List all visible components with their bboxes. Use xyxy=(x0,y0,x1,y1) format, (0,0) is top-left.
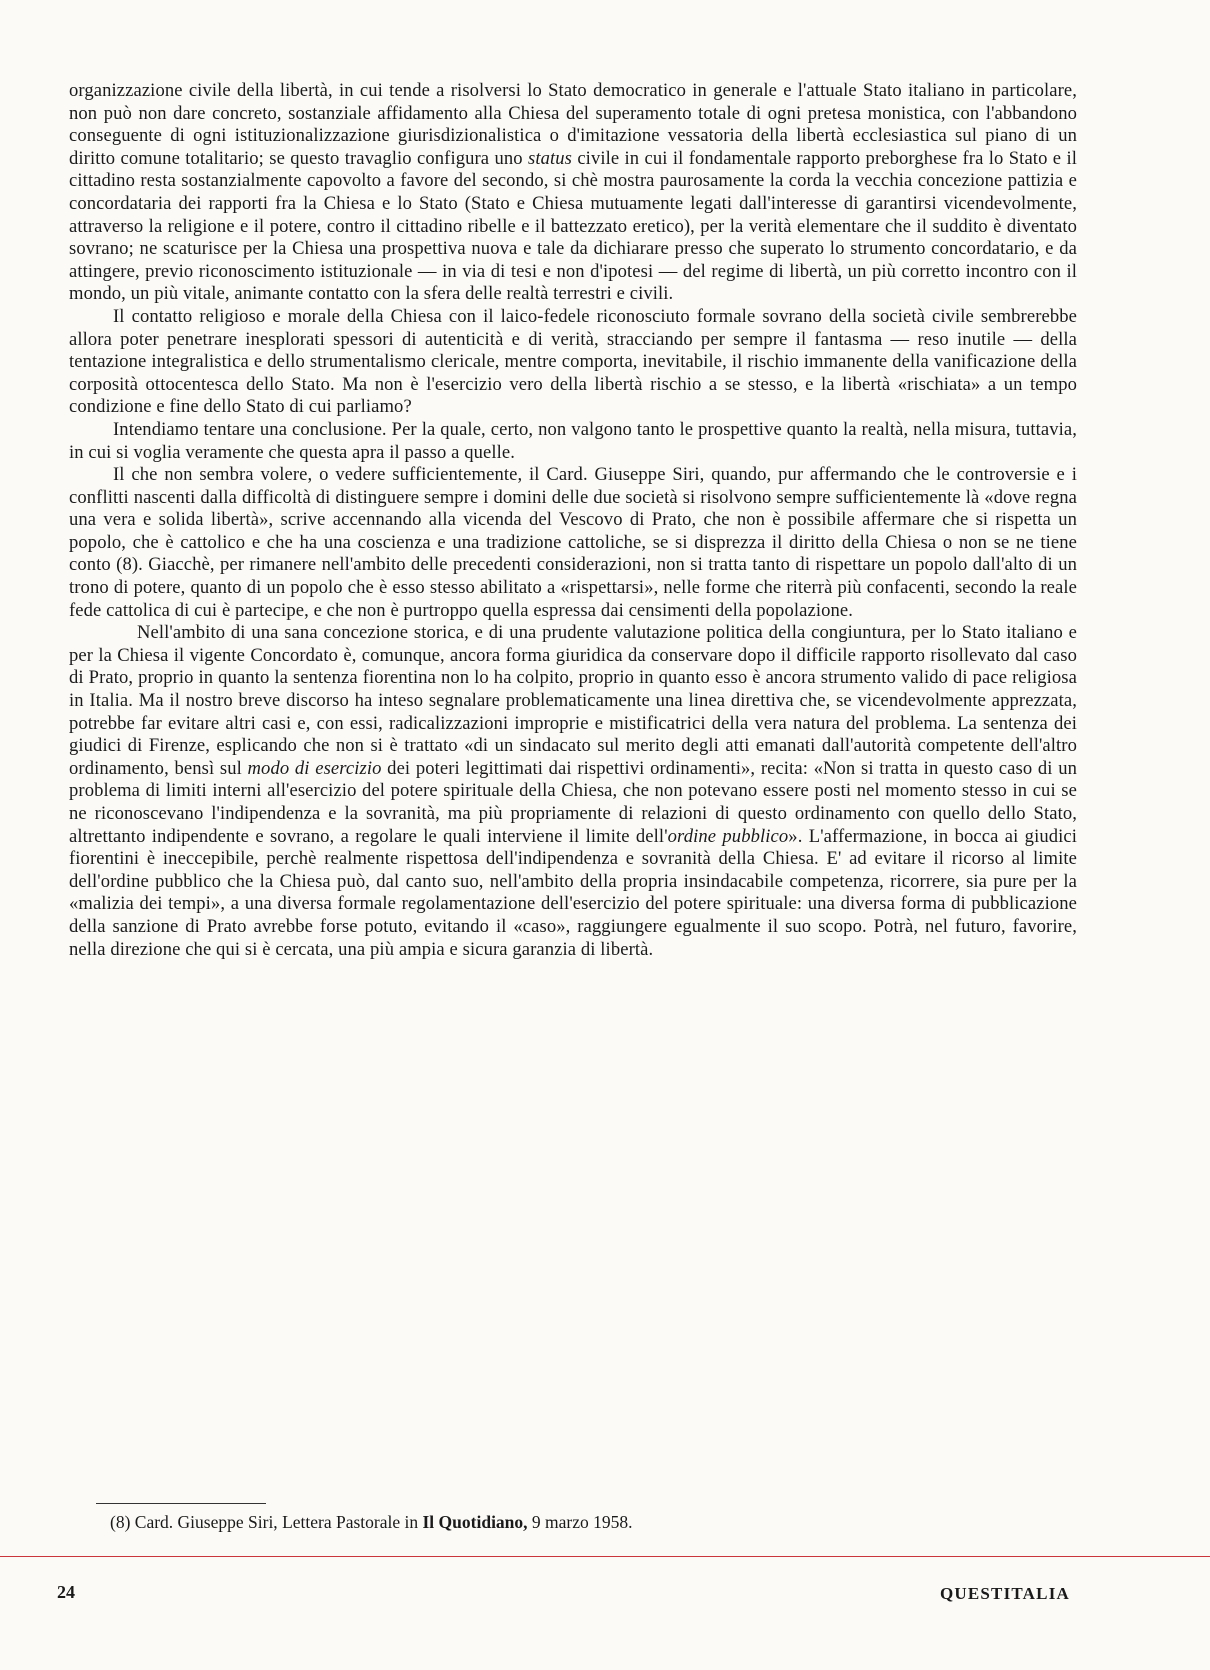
footer-rule xyxy=(0,1556,1210,1557)
paragraph-3 xyxy=(69,419,1077,464)
text-run: ». L'affermazione, in bocca ai giudici fiorentini è ineccepibile, perchè realmente rispettosa dell'indipendenza e sovranità della Chiesa. E' ad evitare il ricorso al limite dell'ordine pubblico che la Chiesa può, dal canto suo, nell'ambito della propria insindacabile competenza, ricorrere, sia pure per la «malizia dei tempi», a una diversa formale regolamentazione dell'esercizio del potere spirituale: una diversa forma di pubblicazione della sanzione di Prato avrebbe forse potuto, evitando il «caso», raggiungere egualmente il suo scopo. Potrà, nel futuro, favorire, nella direzione che qui si è cercata, una più ampia e sicura garanzia di libertà. xyxy=(69,825,1078,960)
text-run-italic: ordine pubblico xyxy=(667,825,789,847)
paragraph-1 xyxy=(69,80,1077,306)
footnote-work: Lettera Pastorale in xyxy=(282,1512,419,1532)
paragraph-2 xyxy=(69,306,1077,419)
running-title: QUESTITALIA xyxy=(939,1584,1070,1603)
footnote-separator xyxy=(96,1503,266,1504)
text-run: Il contatto religioso e morale della Chiesa con il laico-fedele riconosciuto formale sovrano della società civile sembrerebbe allora poter penetrare inesplorati spessori di autenticità e di verità, stracciando per sempre il fantasma — reso inutile — della tentazione integralistica e dello strumentalismo clericale, mentre comporta, inevitabile, il rischio immanente della vanificazione della corposità ottocentesca dello Stato. Ma non è l'esercizio vero della libertà rischio a se stesso, e la libertà «rischiata» a un tempo condizione e fine dello Stato di cui parliamo? xyxy=(69,305,1077,418)
text-run-italic: modo di esercizio xyxy=(247,757,382,779)
footnote-source: Il Quotidiano, xyxy=(422,1512,528,1532)
text-run: dei poteri legittimati dai rispettivi ordinamenti», recita: «Non si tratta in questo caso di un problema di limiti interni all'esercizio del potere spirituale della Chiesa, che non potevano essere posti nel momento stesso in cui se ne riconoscevano l'indipendenza e la sovranità, ma più propriamente di relazioni di questo ordinamento con quello dello Stato, altrettanto indipendente e sovrano, a regolare le quali interviene il limite dell' xyxy=(69,757,1077,847)
text-run: Intendiamo tentare una conclusione. Per la quale, certo, non valgono tanto le prospettive quanto la realtà, nella misura, tuttavia, in cui si voglia veramente che questa apra il passo a quelle. xyxy=(69,418,1077,463)
footnote-number: (8) xyxy=(110,1512,131,1532)
footnote xyxy=(110,1511,1010,1533)
text-run: Nell'ambito di una sana concezione storica, e di una prudente valutazione politica della congiuntura, per lo Stato italiano e per la Chiesa il vigente Concordato è, comunque, ancora forma giuridica da conservare dopo il difficile rapporto risollevato dal caso di Prato, proprio in quanto la sentenza fiorentina non lo ha colpito, proprio in quanto esso è ancora strumento valido di pace religiosa in Italia. Ma il nostro breve discorso ha inteso segnalare problematicamente una linea direttiva che, se vicendevolmente apprezzata, potrebbe far evitare altri casi e, con essi, radicalizzazioni improprie e mistificatrici della vera natura del problema. La sentenza dei giudici di Firenze, esplicando che non si è trattato «di un sindacato sul merito degli atti emanati dall'autorità competente dell'altro ordinamento, bensì sul xyxy=(69,622,1077,779)
text-run-italic: status xyxy=(528,147,572,169)
paragraph-4 xyxy=(69,464,1077,622)
footnote-author: Card. Giuseppe Siri, xyxy=(134,1512,278,1532)
text-run: Il che non sembra volere, o vedere sufficientemente, il Card. Giuseppe Siri, quando, pur affermando che le controversie e i conflitti nascenti dalla difficoltà di distinguere sempre i domini delle due società si risolvono sempre sufficientemente là «dove regna una vera e solida libertà», scrive accennando alla vicenda del Vescovo di Prato, che non è possibile affermare che si rispetta un popolo, che è cattolico e che ha una coscienza e una tradizione cattoliche, se si disprezza il diritto della Chiesa o non se ne tiene conto (8). Giacchè, per rimanere nell'ambito delle precedenti considerazioni, non si tratta tanto di rispettare un popolo dall'alto di un trono di potere, quanto di un popolo che è esso stesso abilitato a «rispettarsi», nelle forme che riterrà più confacenti, secondo la reale fede cattolica di cui è partecipe, e che non è purtroppo quella espressa dai censimenti della popolazione. xyxy=(69,464,1077,621)
text-run: organizzazione civile della libertà, in cui tende a risolversi lo Stato democratico in generale e l'attuale Stato italiano in particolare, non può non dare concreto, sostanziale affidamento alla Chiesa del superamento totale di ogni pretesa monistica, con l'abbandono conseguente di ogni istituzionalizzazione giurisdizionalistica o d'imitazione vessatoria della libertà ecclesiastica sul piano di un diritto comune totalitario; se questo travaglio configura uno xyxy=(69,80,1077,169)
article-body xyxy=(69,80,1077,961)
page-number: 24 xyxy=(57,1582,75,1602)
text-run: civile in cui il fondamentale rapporto preborghese fra lo Stato e il cittadino resta sostanzialmente capovolto a favore del secondo, si chè mostra paurosamente la corda la vecchia concezione pattizia e concordataria dei rapporti fra la Chiesa e lo Stato (Stato e Chiesa mutuamente legati dall'interesse di garantirsi vicendevolmente, attraverso la religione e il potere, contro il cittadino ribelle e il battezzato eretico), per la verità elementare che il suddito è diventato sovrano; ne scaturisce per la Chiesa una prospettiva nuova e tale da dichiarare presso che superato lo strumento concordatario, e da attingere, previo riconoscimento istituzionale — in via di tesi e non d'ipotesi — del regime di libertà, un più corretto incontro con il mondo, un più vitale, animante contatto con la sfera delle realtà terrestri e civili. xyxy=(69,147,1077,305)
paragraph-5 xyxy=(69,622,1077,961)
footnote-date: 9 marzo 1958. xyxy=(531,1512,633,1532)
